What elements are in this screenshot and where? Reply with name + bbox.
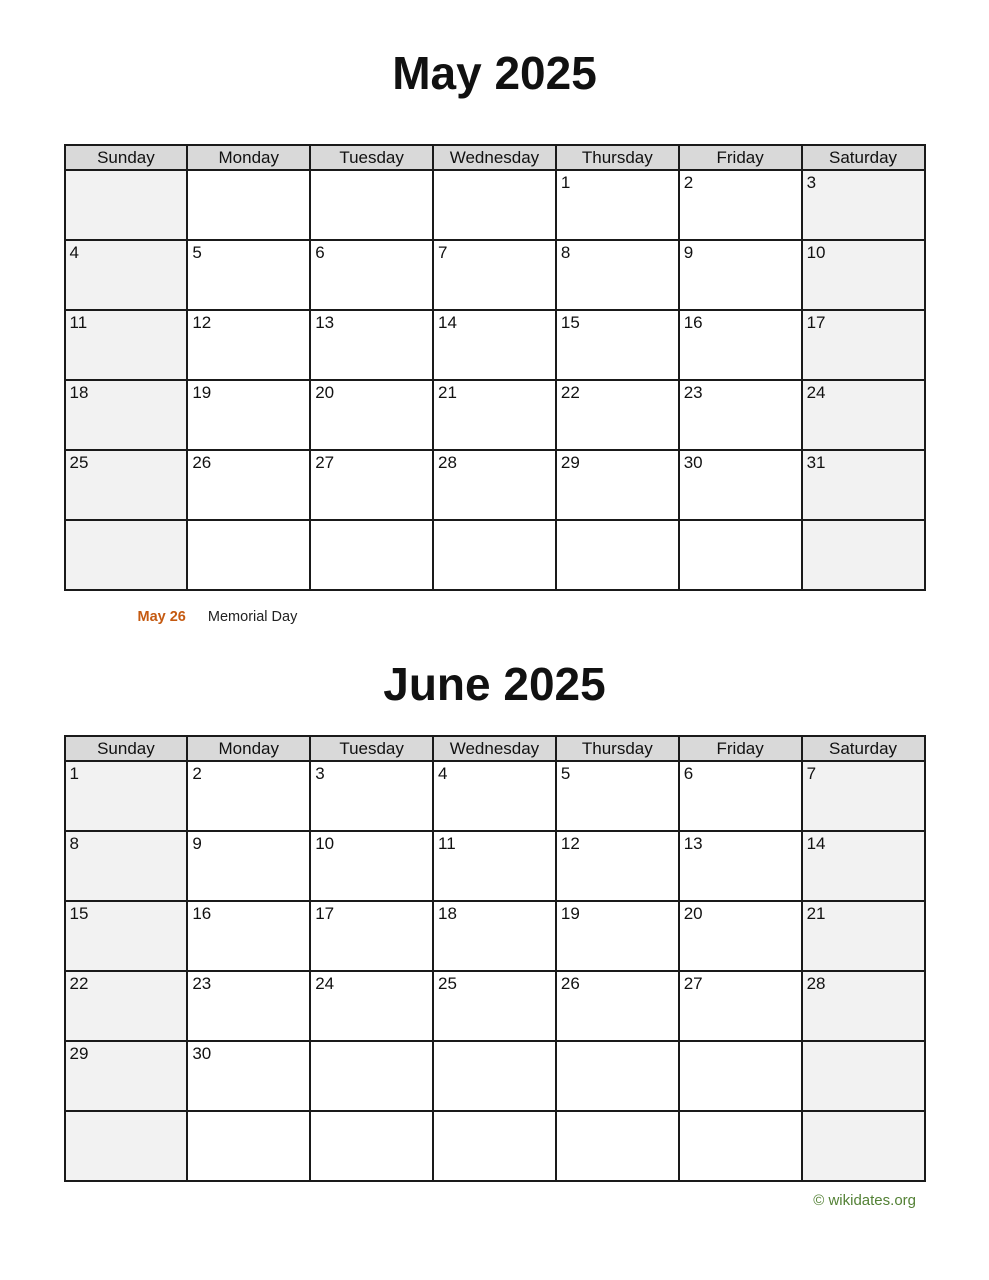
month-title-may: May 2025 [392, 47, 597, 99]
empty-day-cell [310, 1041, 433, 1111]
calendar-table-june [64, 735, 926, 1182]
day-cell: 17 [802, 310, 925, 380]
empty-day-cell [310, 170, 433, 240]
month-title-june: June 2025 [383, 658, 606, 710]
week-row [65, 971, 925, 1041]
day-cell: 8 [556, 240, 679, 310]
empty-day-cell [802, 520, 925, 590]
day-cell: 25 [433, 971, 556, 1041]
day-cell: 13 [679, 831, 802, 901]
week-row [65, 310, 925, 380]
day-cell: 29 [556, 450, 679, 520]
weekday-header: Friday [679, 145, 802, 170]
day-cell: 2 [679, 170, 802, 240]
empty-day-cell [679, 1041, 802, 1111]
week-row [65, 450, 925, 520]
month-section-june [0, 653, 989, 1182]
empty-day-cell [433, 1111, 556, 1181]
day-cell: 3 [802, 170, 925, 240]
week-row [65, 170, 925, 240]
day-cell: 19 [187, 380, 310, 450]
day-cell: 3 [310, 761, 433, 831]
weekday-header: Monday [187, 145, 310, 170]
day-cell: 10 [310, 831, 433, 901]
week-row [65, 761, 925, 831]
weekday-header: Thursday [556, 145, 679, 170]
day-cell: 20 [679, 901, 802, 971]
day-cell: 25 [65, 450, 188, 520]
day-cell: 28 [433, 450, 556, 520]
site-credit-link[interactable]: © wikidates.org [813, 1192, 916, 1209]
calendar-table-may [64, 144, 926, 591]
day-cell: 9 [187, 831, 310, 901]
day-cell: 5 [556, 761, 679, 831]
day-cell: 15 [65, 901, 188, 971]
day-cell: 17 [310, 901, 433, 971]
day-cell: 23 [679, 380, 802, 450]
empty-day-cell [556, 520, 679, 590]
empty-day-cell [187, 520, 310, 590]
day-cell: 13 [310, 310, 433, 380]
week-row [65, 1111, 925, 1181]
empty-day-cell [310, 520, 433, 590]
day-cell: 23 [187, 971, 310, 1041]
month-section-may [0, 42, 989, 629]
weekday-header: Sunday [65, 145, 188, 170]
day-cell: 21 [802, 901, 925, 971]
day-cell: 8 [65, 831, 188, 901]
weekday-header: Wednesday [433, 145, 556, 170]
weekday-header: Friday [679, 736, 802, 761]
day-cell: 30 [187, 1041, 310, 1111]
day-cell: 1 [556, 170, 679, 240]
empty-day-cell [433, 1041, 556, 1111]
day-cell: 26 [187, 450, 310, 520]
day-cell: 24 [802, 380, 925, 450]
week-row [65, 831, 925, 901]
day-cell: 18 [433, 901, 556, 971]
weekday-header: Wednesday [433, 736, 556, 761]
weekday-header: Monday [187, 736, 310, 761]
day-cell: 14 [802, 831, 925, 901]
day-cell: 29 [65, 1041, 188, 1111]
week-row [65, 901, 925, 971]
day-cell: 16 [679, 310, 802, 380]
day-cell: 6 [310, 240, 433, 310]
empty-day-cell [310, 1111, 433, 1181]
weekday-header-row [65, 736, 925, 761]
empty-day-cell [802, 1111, 925, 1181]
day-cell: 22 [556, 380, 679, 450]
day-cell: 12 [556, 831, 679, 901]
day-cell: 26 [556, 971, 679, 1041]
day-cell: 16 [187, 901, 310, 971]
holiday-label: Memorial Day [207, 609, 298, 625]
empty-day-cell [187, 1111, 310, 1181]
day-cell: 19 [556, 901, 679, 971]
weekday-header: Saturday [802, 736, 925, 761]
day-cell: 10 [802, 240, 925, 310]
day-cell: 7 [433, 240, 556, 310]
day-cell: 11 [65, 310, 188, 380]
week-row [65, 240, 925, 310]
weekday-header: Saturday [802, 145, 925, 170]
day-cell: 24 [310, 971, 433, 1041]
day-cell: 9 [679, 240, 802, 310]
day-cell: 4 [433, 761, 556, 831]
empty-day-cell [556, 1041, 679, 1111]
holiday-date: May 26 [137, 609, 186, 625]
empty-day-cell [433, 170, 556, 240]
weekday-header-row [65, 145, 925, 170]
weekday-header: Sunday [65, 736, 188, 761]
empty-day-cell [65, 1111, 188, 1181]
weekday-header: Thursday [556, 736, 679, 761]
day-cell: 28 [802, 971, 925, 1041]
empty-day-cell [679, 1111, 802, 1181]
day-cell: 27 [310, 450, 433, 520]
day-cell: 12 [187, 310, 310, 380]
week-row [65, 380, 925, 450]
day-cell: 31 [802, 450, 925, 520]
day-cell: 6 [679, 761, 802, 831]
weekday-header: Tuesday [310, 736, 433, 761]
empty-day-cell [187, 170, 310, 240]
day-cell: 18 [65, 380, 188, 450]
empty-day-cell [65, 520, 188, 590]
day-cell: 15 [556, 310, 679, 380]
week-row [65, 520, 925, 590]
day-cell: 2 [187, 761, 310, 831]
empty-day-cell [433, 520, 556, 590]
day-cell: 20 [310, 380, 433, 450]
holiday-note [64, 609, 926, 629]
empty-day-cell [802, 1041, 925, 1111]
day-cell: 30 [679, 450, 802, 520]
day-cell: 27 [679, 971, 802, 1041]
day-cell: 11 [433, 831, 556, 901]
day-cell: 1 [65, 761, 188, 831]
empty-day-cell [65, 170, 188, 240]
day-cell: 4 [65, 240, 188, 310]
day-cell: 21 [433, 380, 556, 450]
weekday-header: Tuesday [310, 145, 433, 170]
week-row [65, 1041, 925, 1111]
empty-day-cell [679, 520, 802, 590]
day-cell: 22 [65, 971, 188, 1041]
day-cell: 7 [802, 761, 925, 831]
day-cell: 14 [433, 310, 556, 380]
empty-day-cell [556, 1111, 679, 1181]
day-cell: 5 [187, 240, 310, 310]
